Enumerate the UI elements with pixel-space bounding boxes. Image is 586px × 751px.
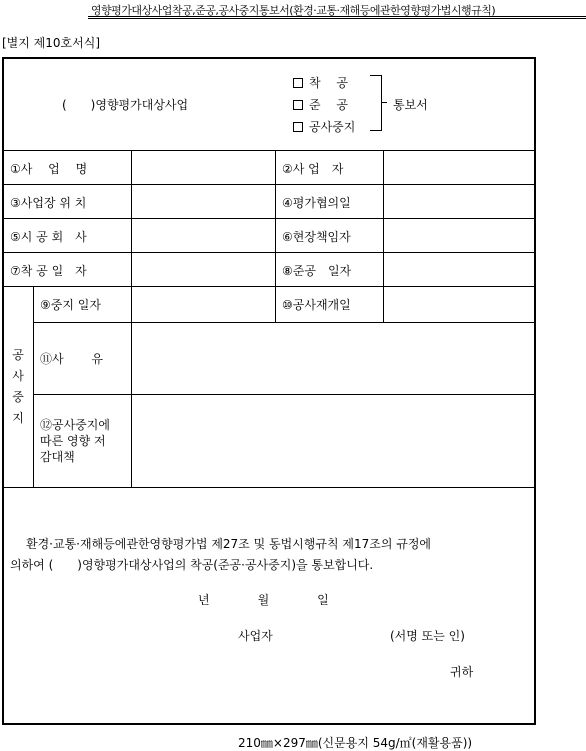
- rule: [4, 252, 534, 253]
- rule: [33, 394, 534, 395]
- option-completion[interactable]: 준 공: [293, 96, 348, 113]
- date-line: 년 월 일: [198, 593, 329, 607]
- label-resume-date: ⑩공사재개일: [282, 298, 351, 312]
- rule: [33, 286, 34, 487]
- applicant-label: 사업자: [238, 629, 273, 643]
- checkbox-completion[interactable]: [293, 100, 303, 110]
- rule: [131, 286, 132, 487]
- label-site-manager: ⑥현장책임자: [282, 230, 351, 244]
- rule: [383, 150, 384, 322]
- rule: [275, 150, 276, 322]
- label-site-location: ③사업장 위 치: [10, 196, 87, 210]
- paper-spec-footer: 210㎜×297㎜(신문용지 54g/㎡(재활용품)): [238, 736, 473, 750]
- form-box: [2, 57, 536, 725]
- signature-label: (서명 또는 인): [390, 629, 465, 643]
- rule: [4, 286, 534, 287]
- report-suffix: 통보서: [393, 98, 428, 112]
- label-mitigation-measures: ⑫공사중지에 따른 영향 저 감대책: [40, 418, 110, 464]
- label-start-date: ⑦착 공 일 자: [10, 264, 87, 278]
- rule: [4, 184, 534, 185]
- rule: [33, 322, 534, 323]
- label-completion-date: ⑧준공 일자: [282, 264, 352, 278]
- label-contractor: ⑤시 공 회 사: [10, 230, 87, 244]
- label-consultation-date: ④평가협의일: [282, 196, 351, 210]
- rule: [131, 150, 132, 286]
- statement-line-1: 환경·교통·재해등에관한영향평가법 제27조 및 동법시행규칙 제17조의 규정에: [26, 537, 432, 551]
- label-project-name: ①사 업 명: [10, 162, 88, 176]
- rule: [4, 218, 534, 219]
- rule: [4, 487, 534, 488]
- checkbox-suspension[interactable]: [293, 122, 303, 132]
- rule: [4, 150, 534, 151]
- label-operator: ②사 업 자: [282, 162, 344, 176]
- form-number: [별지 제10호서식]: [2, 36, 100, 50]
- option-brace: [381, 102, 387, 103]
- label-reason: ⑪사 유: [40, 352, 103, 366]
- option-brace: [370, 75, 382, 131]
- option-start[interactable]: 착 공: [293, 74, 348, 91]
- suspension-section-label: 공 사 중 지: [12, 348, 24, 425]
- label-suspension-date: ⑨중지 일자: [40, 298, 101, 312]
- option-suspension[interactable]: 공사중지: [293, 118, 355, 135]
- recipient-label: 귀하: [450, 665, 474, 679]
- project-type-label: ( )영향평가대상사업: [62, 98, 189, 112]
- header-rule: [88, 16, 586, 19]
- document-header: 영향평가대상사업착공,준공,공사중지통보서(환경·교통·재해등에관한영향평가법시행규칙): [90, 4, 496, 17]
- statement-line-2: 의하여 ( )영향평가대상사업의 착공(준공·공사중지)을 통보합니다.: [10, 558, 374, 572]
- checkbox-start[interactable]: [293, 78, 303, 88]
